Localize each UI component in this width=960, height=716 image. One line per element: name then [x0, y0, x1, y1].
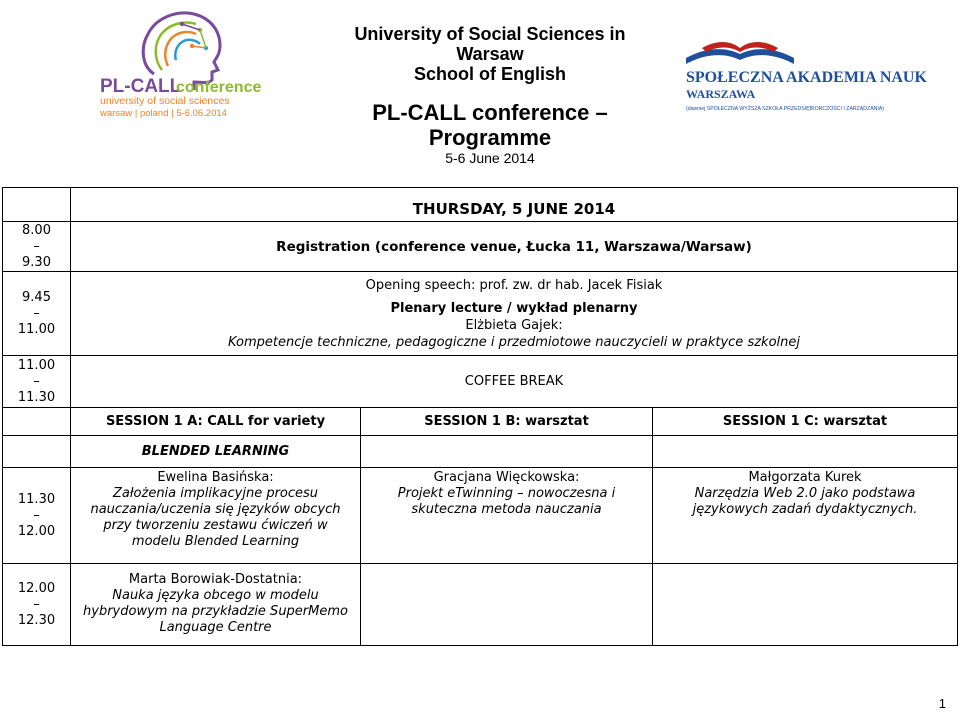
school-name: School of English [414, 64, 566, 84]
coffee-break: COFFEE BREAK [71, 356, 958, 408]
time-dash: – [33, 305, 40, 321]
plenary-title: Kompetencje techniczne, pedagogiczne i przedmiotowe nauczycieli w praktyce szkolnej [228, 334, 800, 350]
talk-title: Założenia implikacyjne procesu nauczania/uczenia się języków obcych przy tworzeniu zestawu ćwiczeń w modelu Blended Learning [90, 486, 341, 549]
time-cell [3, 468, 71, 564]
time-dash: – [33, 596, 40, 612]
university-title [330, 24, 650, 84]
san-logo [684, 34, 927, 114]
time-start: 8.00 [22, 222, 51, 238]
session-b-empty [361, 436, 653, 468]
conference-line2: Programme [428, 125, 552, 150]
time-end: 11.30 [17, 389, 56, 405]
time-dash: – [33, 373, 40, 389]
time-cell [3, 222, 71, 272]
plenary-speaker: Elżbieta Gajek: [465, 317, 563, 333]
plenary-cell [71, 272, 958, 356]
book-icon [686, 42, 794, 64]
day-row [3, 188, 958, 222]
day-title: THURSDAY, 5 JUNE 2014 [71, 188, 958, 222]
session-c-empty [653, 436, 958, 468]
time-dash: – [33, 238, 40, 254]
time-cell-empty [3, 436, 71, 468]
university-line2: Warsaw [456, 44, 524, 64]
logo-main-text: PL-CALL [100, 76, 182, 97]
time-cell [3, 272, 71, 356]
time-start: 12.00 [17, 580, 56, 596]
time-cell [3, 564, 71, 646]
session-a-talk [71, 564, 361, 646]
opening-speech: Opening speech: prof. zw. dr hab. Jacek Fisiak [365, 277, 663, 293]
session-a-talk [71, 468, 361, 564]
registration-row [3, 222, 958, 272]
plenary-heading: Plenary lecture / wykład plenarny [390, 300, 638, 316]
san-line2: WARSZAWA [686, 87, 756, 101]
coffee-row [3, 356, 958, 408]
talk-speaker: Ewelina Basińska: [157, 470, 274, 485]
page-number: 1 [938, 696, 946, 711]
time-end: 12.00 [17, 523, 56, 539]
session-sub-row [3, 436, 958, 468]
university-line1: University of Social Sciences in [354, 24, 626, 44]
session-header-row [3, 408, 958, 436]
registration-text: Registration (conference venue, Łucka 11, Warszawa/Warsaw) [71, 222, 958, 272]
talk-speaker: Gracjana Więckowska: [433, 470, 580, 485]
head-profile-icon [96, 0, 262, 120]
talk-title: Nauka języka obcego w modelu hybrydowym na przykładzie SuperMemo Language Centre [83, 588, 348, 635]
session-a-title: SESSION 1 A: CALL for variety [71, 408, 361, 436]
conference-date: 5-6 June 2014 [445, 150, 535, 166]
san-line3: (dawniej SPOŁECZNA WYŻSZA SZKOŁA PRZEDSIĘBIORCZOŚCI I ZARZĄDZANIA) [686, 106, 885, 112]
time-cell [3, 356, 71, 408]
plenary-row [3, 272, 958, 356]
slot-row-1130 [3, 468, 958, 564]
conference-line1: PL-CALL conference – [372, 100, 608, 125]
talk-speaker: Małgorzata Kurek [748, 470, 862, 485]
logo-line3: warsaw | poland | 5-6.06.2014 [100, 108, 227, 119]
session-c-title: SESSION 1 C: warsztat [653, 408, 958, 436]
conference-title [330, 100, 650, 150]
session-b-talk [361, 468, 653, 564]
logo-suffix-text: conference [176, 79, 262, 96]
time-cell-empty [3, 408, 71, 436]
san-line1: SPOŁECZNA AKADEMIA NAUK [686, 69, 927, 86]
session-c-empty [653, 564, 958, 646]
time-start: 9.45 [22, 289, 51, 305]
time-start: 11.00 [17, 357, 56, 373]
slot-row-1200 [3, 564, 958, 646]
session-b-empty [361, 564, 653, 646]
session-c-talk [653, 468, 958, 564]
session-a-subtitle: BLENDED LEARNING [71, 436, 361, 468]
talk-title: Narzędzia Web 2.0 jako podstawa językowych zadań dydaktycznych. [692, 486, 918, 517]
session-b-title: SESSION 1 B: warsztat [361, 408, 653, 436]
talk-title: Projekt eTwinning – nowoczesna i skuteczna metoda nauczania [397, 486, 616, 517]
talk-speaker: Marta Borowiak-Dostatnia: [128, 572, 303, 587]
time-cell-empty [3, 188, 71, 222]
time-end: 11.00 [17, 321, 56, 337]
time-end: 9.30 [22, 254, 51, 270]
programme-table [2, 187, 958, 646]
time-start: 11.30 [17, 491, 56, 507]
logo-line2: university of social sciences [100, 95, 230, 107]
pl-call-logo [96, 0, 262, 120]
time-dash: – [33, 507, 40, 523]
time-end: 12.30 [17, 612, 56, 628]
